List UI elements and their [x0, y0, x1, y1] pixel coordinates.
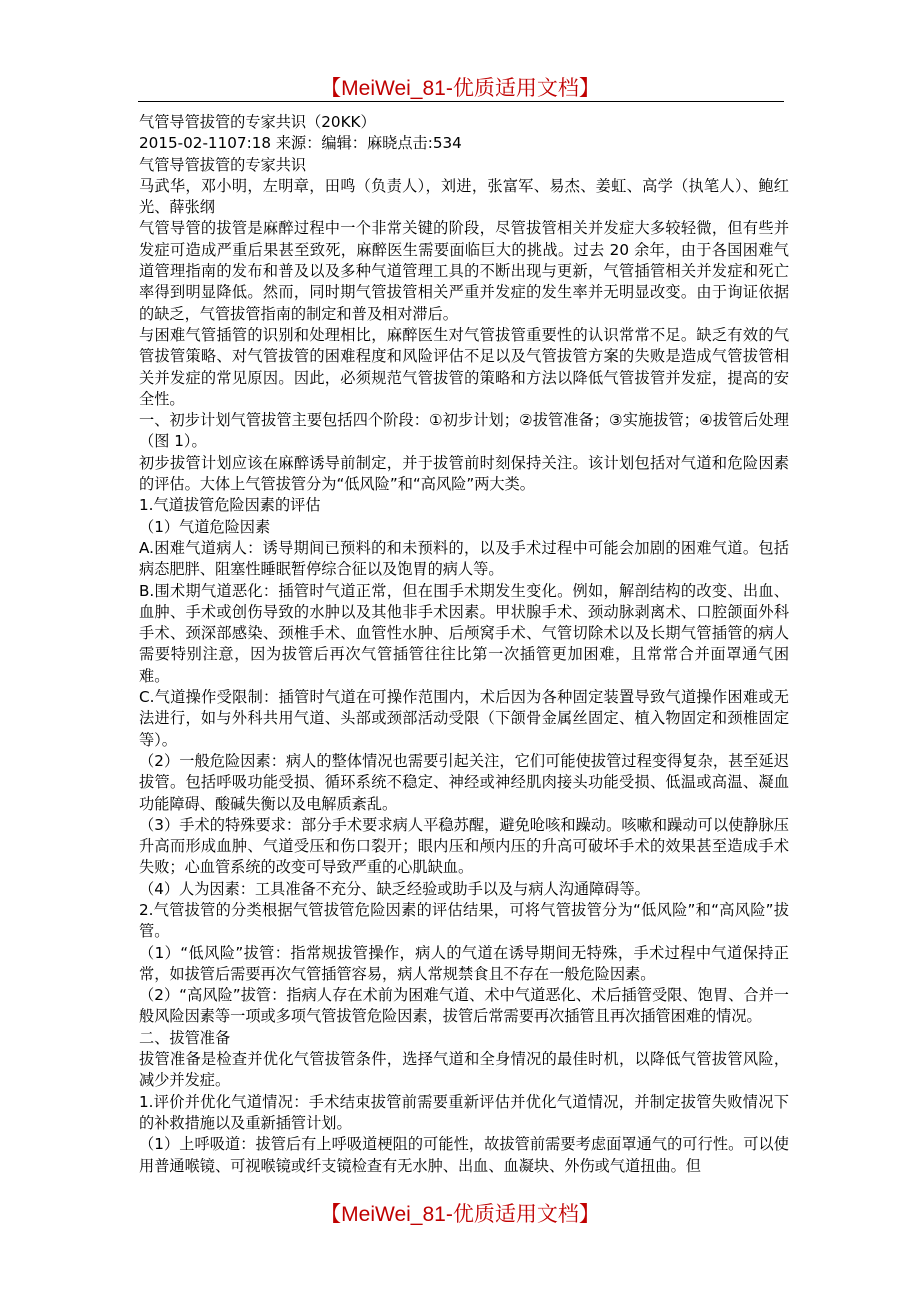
subsection-heading: （1）气道危险因素 — [139, 517, 271, 536]
paragraph: （3）手术的特殊要求：部分手术要求病人平稳苏醒，避免呛咳和躁动。咳嗽和躁动可以使静脉压升高而形成血肿、气道受压和伤口裂开；眼内压和颅内压的升高可破坏手术的效果甚至造成手术失败；心血管系统的改变可导致严重的心肌缺血。 — [139, 815, 789, 877]
section-heading: 一、初步计划气管拔管主要包括四个阶段：①初步计划；②拔管准备；③实施拔管；④拔管后处理（图 1）。 — [139, 411, 789, 451]
paragraph: （1）“低风险”拔管：指常规拔管操作，病人的气道在诱导期间无特殊，手术过程中气道保持正常，如拔管后需要再次气管插管容易，病人常规禁食且不存在一般危险因素。 — [139, 943, 789, 983]
article-meta: 2015-02-1107:18 来源：编辑：麻晓点击:534 — [139, 134, 462, 153]
subsection-heading: 1.气道拔管危险因素的评估 — [139, 496, 321, 515]
article-subtitle: 气管导管拔管的专家共识 — [139, 155, 307, 174]
paragraph: 气管导管的拔管是麻醉过程中一个非常关键的阶段，尽管拔管相关并发症大多较轻微，但有些并发症可造成严重后果甚至致死，麻醉医生需要面临巨大的挑战。过去 20 余年，由于各国困难气道管理指南的发布和普及以及多种气道管理工具的不断出现与更新，气管插管相关并发症和死亡率得到明显降低。然而，同时期气管拔管相关严重并发症的发生率并无明显改变。由于询证依据的缺乏，气管拔管指南的制定和普及相对滞后。 — [139, 219, 789, 323]
paragraph: （2）一般危险因素：病人的整体情况也需要引起关注，它们可能使拔管过程变得复杂，甚至延迟拔管。包括呼吸功能受损、循环系统不稳定、神经或神经肌肉接头功能受损、低温或高温、凝血功能障碍、酸碱失衡以及电解质紊乱。 — [139, 751, 789, 813]
page-footer: 【MeiWei_81-优质适用文档】 — [320, 1203, 600, 1226]
section-heading: 二、拔管准备 — [139, 1028, 231, 1047]
document-body — [139, 112, 789, 1177]
paragraph: C.气道操作受限制：插管时气道在可操作范围内，术后因为各种固定装置导致气道操作困难或无法进行，如与外科共用气道、头部或颈部活动受限（下颌骨金属丝固定、植入物固定和颈椎固定等）。 — [139, 688, 789, 749]
paragraph: 与困难气管插管的识别和处理相比，麻醉医生对气管拔管重要性的认识常常不足。缺乏有效的气管拔管策略、对气管拔管的困难程度和风险评估不足以及气管拔管方案的失败是造成气管拔管相关并发症的常见原因。因此，必须规范气管拔管的策略和方法以降低气管拔管并发症，提高的安全性。 — [139, 325, 789, 408]
paragraph: （2）“高风险”拔管：指病人存在术前为困难气道、术中气道恶化、术后插管受限、饱胃、合并一般风险因素等一项或多项气管拔管危险因素，拔管后常需要再次插管且再次插管困难的情况。 — [139, 986, 789, 1026]
paragraph: 拔管准备是检查并优化气管拔管条件，选择气道和全身情况的最佳时机，以降低气管拔管风险，减少并发症。 — [139, 1050, 789, 1090]
paragraph: （1）上呼吸道：拔管后有上呼吸道梗阻的可能性，故拔管前需要考虑面罩通气的可行性。可以使用普通喉镜、可视喉镜或纤支镜检查有无水肿、出血、血凝块、外伤或气道扭曲。但 — [139, 1135, 789, 1175]
article-title: 气管导管拔管的专家共识（20KK） — [139, 113, 376, 131]
paragraph: 2.气管拔管的分类根据气管拔管危险因素的评估结果，可将气管拔管分为“低风险”和“高风险”拔管。 — [139, 900, 789, 941]
paragraph: （4）人为因素：工具准备不充分、缺乏经验或助手以及与病人沟通障碍等。 — [139, 879, 650, 898]
paragraph: A.困难气道病人：诱导期间已预料的和未预料的，以及手术过程中可能会加剧的困难气道。包括病态肥胖、阻塞性睡眠暂停综合征以及饱胃的病人等。 — [139, 538, 789, 579]
paragraph: B.围术期气道恶化：插管时气道正常，但在围手术期发生变化。例如，解剖结构的改变、出血、血肿、手术或创伤导致的水肿以及其他非手术因素。甲状腺手术、颈动脉剥离术、口腔颌面外科手术、颈深部感染、颈椎手术、血管性水肿、后颅窝手术、气管切除术以及长期气管插管的病人需要特别注意，因为拔管后再次气管插管往往比第一次插管更加困难，且常常合并面罩通气困难。 — [139, 581, 789, 685]
header-divider — [138, 101, 784, 102]
paragraph: 1.评价并优化气道情况：手术结束拔管前需要重新评估并优化气道情况，并制定拔管失败情况下的补救措施以及重新插管计划。 — [139, 1092, 789, 1132]
article-authors: 马武华，邓小明，左明章，田鸣（负责人），刘进，张富军、易杰、姜虹、高学（执笔人）、鲍红光、薛张纲 — [139, 176, 789, 217]
page-header: 【MeiWei_81-优质适用文档】 — [320, 77, 600, 100]
paragraph: 初步拔管计划应该在麻醉诱导前制定，并于拔管前时刻保持关注。该计划包括对气道和危险因素的评估。大体上气管拔管分为“低风险”和“高风险”两大类。 — [139, 453, 789, 494]
